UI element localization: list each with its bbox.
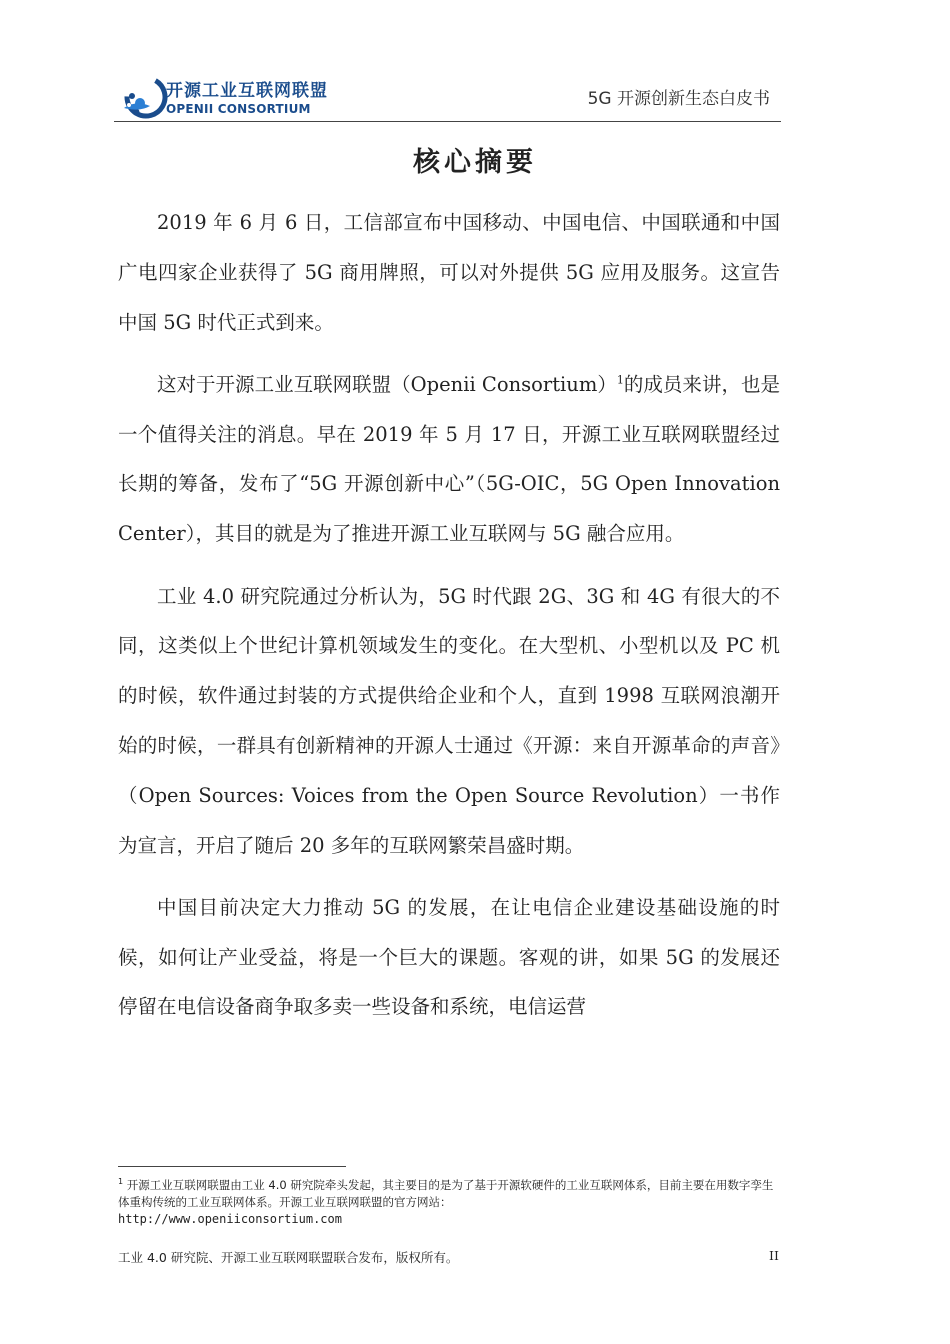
footnote-divider (118, 1166, 346, 1167)
header-divider (114, 121, 781, 122)
paragraph-1: 2019 年 6 月 6 日，工信部宣布中国移动、中国电信、中国联通和中国广电四家企业获得了 5G 商用牌照，可以对外提供 5G 应用及服务。这宣告中国 5G 时代正式到来。 (118, 211, 780, 334)
paragraph-2 (118, 360, 780, 559)
paragraph-4: 中国目前决定大力推动 5G 的发展，在让电信企业建设基础设施的时候，如何让产业受益，将是一个巨大的课题。客观的讲，如果 5G 的发展还停留在电信设备商争取多卖一些设备和系统，电信运营 (118, 895, 780, 1019)
footnote-reference[interactable]: 1 (616, 373, 624, 387)
footnote-text: 开源工业互联网联盟由工业 4.0 研究院牵头发起，其主要目的是为了基于开源软硬件的工业互联网体系，目前主要在用数字孪生体重构传统的工业互联网体系。开源工业互联网联盟的官方网站： (118, 1177, 774, 1209)
paragraph-2-part-2: 的成员来讲，也是一个值得关注的消息。早在 2019 年 5 月 17 日，开源工业互联网联盟经过长期的筹备，发布了“5G 开源创新中心”（5G-OIC，5G Open Innovation Center），其目的就是为了推进开源工业互联网与 5G 融合应用。 (118, 372, 780, 546)
body-content (118, 198, 780, 1045)
logo-chinese-name: 开源工业互联网联盟 (166, 81, 328, 101)
document-header-title: 5G 开源创新生态白皮书 (587, 89, 770, 109)
paragraph-2-part-1: 这对于开源工业互联网联盟（Openii Consortium） (157, 372, 617, 396)
footnote-marker: 1 (118, 1177, 124, 1186)
logo-text (166, 76, 328, 116)
page-number: II (769, 1248, 779, 1263)
paragraph-3: 工业 4.0 研究院通过分析认为，5G 时代跟 2G、3G 和 4G 有很大的不同，这类似上个世纪计算机领域发生的变化。在大型机、小型机以及 PC 机的时候，软件通过封装的方式提供给企业和个人，直到 1998 互联网浪潮开始的时候，一群具有创新精神的开源人士通过《开源：来自开源革命的声音》（Open Sources: Voices from the Open Source Revolution）一书作为宣言，开启了随后 20 多年的互联网繁荣昌盛时期。 (118, 584, 780, 857)
logo-english-name: OPENII CONSORTIUM (166, 102, 311, 116)
footer-copyright: 工业 4.0 研究院、开源工业互联网联盟联合发布，版权所有。 (118, 1250, 459, 1265)
footnote-url-link[interactable]: http://www.openiiconsortium.com (118, 1211, 342, 1226)
footnote (118, 1173, 780, 1228)
section-title: 核心摘要 (413, 147, 537, 178)
